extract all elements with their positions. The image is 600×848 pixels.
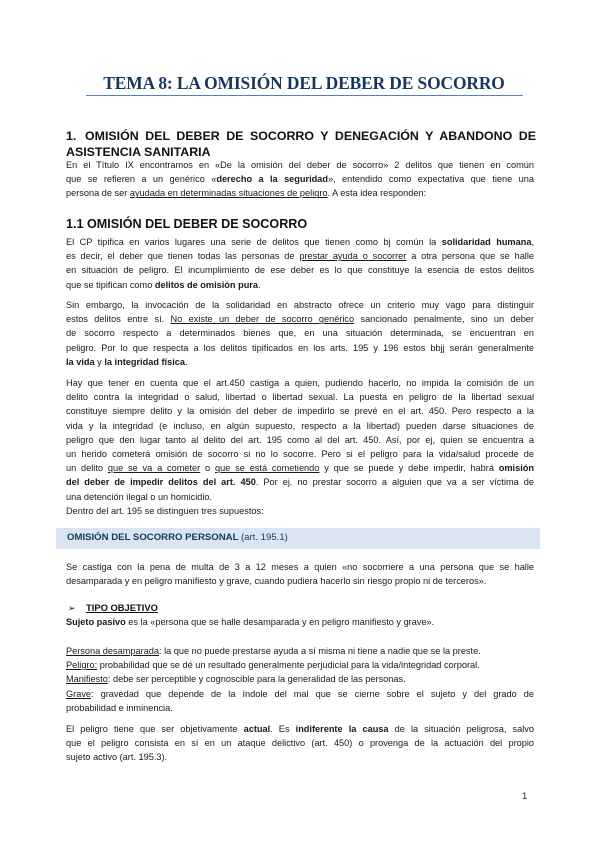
p3-text: o xyxy=(200,463,215,474)
definition-grave xyxy=(66,687,534,701)
p1-line-2 xyxy=(66,249,534,263)
tipo-objetivo-heading xyxy=(68,602,158,614)
intro-line-3 xyxy=(66,186,534,200)
intro-text: que se refieren a un genérico « xyxy=(66,174,217,185)
sujeto-text: es la «persona que se halle desamparada y en peligro manifiesto y grave». xyxy=(125,617,435,627)
box-label-article: (art. 195.1) xyxy=(240,532,288,543)
p3-text: un delito xyxy=(66,463,108,474)
p1-text: , xyxy=(531,237,534,247)
p2-line-5 xyxy=(66,355,534,369)
omision-bold: omisión xyxy=(498,463,534,474)
term-desamparada: Persona desamparada xyxy=(66,646,159,656)
definition-text: probabilidad que se dé un resultado generalmente perjudicial para la vida/integridad corporal. xyxy=(97,660,480,671)
p1-text: es decir, el deber que tienen todas las personas de xyxy=(66,251,300,262)
intro-line-2 xyxy=(66,172,534,186)
p3-line-4: vida y la integridad (e incluso, en algún supuesto, respecto a la libertad) pueden darse situaciones de xyxy=(66,420,534,431)
se-va-a-cometer-underlined: que se va a cometer xyxy=(107,463,201,474)
peligro-text: El peligro tiene que ser objetivamente xyxy=(66,724,244,734)
paragraph-solidaridad xyxy=(66,235,534,292)
section-1-intro xyxy=(66,158,534,201)
tipo-objetivo-text: TIPO OBJETIVO xyxy=(86,602,158,613)
p2-text: y xyxy=(94,356,105,367)
subsection-box xyxy=(56,528,540,549)
p2-line-4: peligro. Por lo que respecta a los delitos tipificados en los arts. 195 y 196 estos bbjj serán generalmente xyxy=(66,342,534,353)
definition-text: : la que no puede prestarse ayuda a sí misma ni tiene a nadie que se la preste. xyxy=(158,646,481,656)
art195-line-1: Se castiga con la pena de multa de 3 a 12 meses a quien «no socorriere a una persona que se halle xyxy=(66,562,534,572)
p1-text: que se tipifican como xyxy=(66,279,155,290)
derecho-seguridad-bold: derecho a la seguridad xyxy=(216,174,328,185)
term-manifiesto: Manifiesto xyxy=(66,674,108,685)
p3-line-2: delito contra la integridad o salud, libertad o libertad sexual. La puesta en peligro de la libertad sexual xyxy=(66,392,534,403)
section-1-1-heading: 1.1 OMISIÓN DEL DEBER DE SOCORRO xyxy=(66,217,308,231)
paragraph-sin-embargo xyxy=(66,298,534,369)
p1-text: a otra persona que se halle xyxy=(406,251,534,262)
p3-line-5: peligro que den lugar tanto al delito del art. 195 como al del art. 450. Así, por ej, quien se encuentra a xyxy=(66,434,534,445)
p2-line-1: Sin embargo, la invocación de la solidaridad en abstracto ofrece un criterio muy vago para distinguir xyxy=(66,300,534,310)
definition-peligro xyxy=(66,658,534,672)
definition-text: : debe ser perceptible y cognoscible para la generalidad de las personas. xyxy=(107,674,406,685)
peligro-text: de la situación peligrosa, salvo xyxy=(388,724,534,734)
p3-line-9: una detención ilegal o un homicidio. xyxy=(66,491,213,502)
p3-line-7 xyxy=(66,461,534,475)
term-grave: Grave xyxy=(66,688,92,699)
section-1-number: 1. xyxy=(66,129,77,143)
peligro-line-2: que el peligro consista en sí en un ataque delictivo (art. 450) o provenga de la actuación del propio xyxy=(66,738,534,749)
section-1-heading-text: OMISIÓN DEL DEBER DE SOCORRO Y DENEGACIÓN Y ABANDONO DE ASISTENCIA SANITARIA xyxy=(66,129,536,159)
section-1-heading xyxy=(66,128,536,160)
p2-text: estos delitos entre sí. xyxy=(66,314,171,325)
p2-text: . xyxy=(184,356,188,367)
deber-impedir-bold: del deber de impedir delitos del art. 450 xyxy=(66,477,256,488)
definition-text: : gravedad que depende de la índole del mal que se cierne sobre el sujeto y del grado de xyxy=(91,688,534,699)
p3-line-6: un herido cometerá omisión de socorro si no lo socorre. Pero si el peligro para la vida/salud procede de xyxy=(66,449,534,460)
peligro-text: . Es xyxy=(270,724,296,734)
sujeto-line xyxy=(66,615,534,629)
p1-text: El CP tipifica en varios lugares una serie de delitos que tienen como bj común la xyxy=(66,237,442,247)
definitions-list xyxy=(66,644,534,715)
p3-text: . Por ej. no prestar socorro a alguien que va a ser víctima de xyxy=(255,477,534,488)
p1-line-1 xyxy=(66,235,534,249)
peligro-line-1 xyxy=(66,722,534,736)
p3-text: y que se puede y debe impedir, habrá xyxy=(319,463,499,474)
subsection-box-label xyxy=(67,532,288,543)
title-underline xyxy=(86,95,523,96)
intro-text: . A esta idea responden: xyxy=(327,188,427,199)
actual-bold: actual xyxy=(243,724,271,734)
no-existe-underlined: No existe un deber de socorro genérico xyxy=(170,314,355,325)
indiferente-bold: indiferente la causa xyxy=(295,724,389,734)
omision-pura-bold: delitos de omisión pura xyxy=(154,279,258,290)
paragraph-peligro-actual xyxy=(66,722,534,765)
definition-desamparada xyxy=(66,644,534,658)
term-peligro: Peligro: xyxy=(66,660,98,671)
peligro-line-3: sujeto activo (art. 195.3). xyxy=(66,752,168,763)
p3-line-3: constituye siempre delito y la omisión del deber de impedirlo se prevé en el art. 450. Pero respecto a la xyxy=(66,406,534,417)
definition-grave-cont: probabilidad e inminencia. xyxy=(66,702,173,713)
ayudada-underlined: ayudada en determinadas situaciones de peligro xyxy=(129,188,328,199)
p1-line-3: en situación de peligro. El incumplimiento de ese deber es lo que constituye la esencia de estos delitos xyxy=(66,265,534,276)
box-label-text: OMISIÓN DEL SOCORRO PERSONAL xyxy=(67,532,241,543)
p2-line-3: de socorro respecto a determinados bienes que, en una situación determinada, se encuentran en xyxy=(66,328,534,339)
intro-text: persona de ser xyxy=(66,188,130,199)
se-esta-cometiendo-underlined: que se está cometiendo xyxy=(215,463,320,474)
arrow-bullet-icon: ➢ xyxy=(68,603,76,613)
intro-text: », entendido como expectativa que tiene una xyxy=(327,174,534,185)
document-title: TEMA 8: LA OMISIÓN DEL DEBER DE SOCORRO xyxy=(103,73,505,93)
p1-text: . xyxy=(258,279,261,290)
definition-manifiesto xyxy=(66,672,534,686)
paragraph-sujeto-pasivo xyxy=(66,615,534,629)
solidaridad-bold: solidaridad humana xyxy=(441,237,532,247)
sujeto-pasivo-bold: Sujeto pasivo xyxy=(66,617,126,627)
prestar-ayuda-underlined: prestar ayuda o socorrer xyxy=(299,251,407,262)
p2-line-2 xyxy=(66,312,534,326)
la-vida-bold: la vida xyxy=(66,356,95,367)
p3-line-1: Hay que tener en cuenta que el art.450 castiga a quien, pudiendo hacerlo, no impida la comisión de un xyxy=(66,378,534,388)
p3-line-8 xyxy=(66,475,534,489)
intro-line-1: En el Título IX encontramos en «De la omisión del deber de socorro» 2 delitos que tienen en común xyxy=(66,160,534,170)
p1-line-4 xyxy=(66,278,534,292)
paragraph-art-450 xyxy=(66,376,534,518)
paragraph-art-195 xyxy=(66,560,534,588)
page-number: 1 xyxy=(522,790,528,801)
p2-text: sancionado penalmente, sino un deber xyxy=(354,314,534,325)
art195-line-2: desamparada y en peligro manifiesto y grave, cuando pudiera hacerlo sin riesgo propio ni de terceros». xyxy=(66,576,487,587)
integridad-bold: la integridad física xyxy=(104,356,185,367)
p3-line-10: Dentro del art. 195 se distinguen tres supuestos: xyxy=(66,505,264,516)
